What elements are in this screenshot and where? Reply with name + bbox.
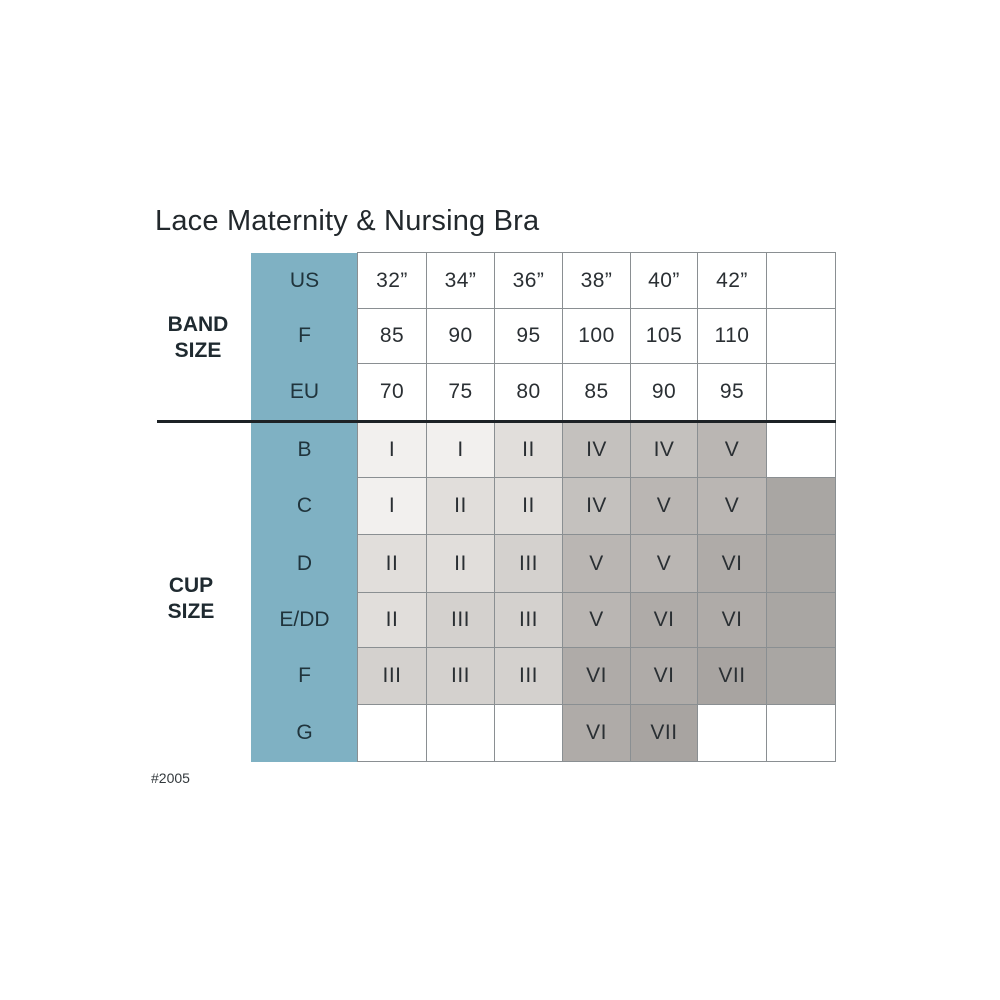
- cup-size-cell: [767, 422, 836, 478]
- cup-size-cell: [767, 705, 836, 762]
- cup-size-cell: IV: [563, 478, 631, 535]
- cup-size-cell: VI: [698, 593, 767, 648]
- cup-size-cell: [767, 478, 836, 535]
- cup-row-g-label: G: [251, 705, 358, 762]
- cup-size-cell: VI: [563, 705, 631, 762]
- band-size-cell: 105: [631, 309, 698, 364]
- band-size-cell: 80: [495, 364, 563, 421]
- cup-size-cell: III: [358, 648, 427, 705]
- cup-row-e-dd-label: E/DD: [251, 593, 358, 648]
- band-size-cell: 75: [427, 364, 495, 421]
- cup-size-cell: V: [631, 535, 698, 593]
- band-size-cell: [767, 309, 836, 364]
- cup-size-label: [141, 573, 241, 625]
- band-row-eu-label: EU: [251, 364, 358, 421]
- band-size-cell: 95: [495, 309, 563, 364]
- cup-size-cell: VII: [631, 705, 698, 762]
- band-size-label-line: SIZE: [174, 339, 222, 362]
- section-divider: [157, 420, 836, 423]
- band-row-us-label: US: [251, 253, 358, 309]
- cup-size-cell: I: [358, 478, 427, 535]
- cup-row-f-label: F: [251, 648, 358, 705]
- band-size-cell: [767, 364, 836, 421]
- page-title: Lace Maternity & Nursing Bra: [155, 205, 540, 237]
- cup-size-cell: VI: [631, 648, 698, 705]
- cup-size-cell: V: [698, 422, 767, 478]
- cup-size-cell: V: [563, 535, 631, 593]
- band-size-cell: 38”: [563, 253, 631, 309]
- band-size-label: [148, 312, 248, 364]
- cup-size-cell: VII: [698, 648, 767, 705]
- band-size-cell: 36”: [495, 253, 563, 309]
- cup-size-cell: VI: [631, 593, 698, 648]
- cup-size-cell: II: [495, 422, 563, 478]
- cup-size-cell: VI: [563, 648, 631, 705]
- cup-size-cell: V: [563, 593, 631, 648]
- band-size-cell: 70: [358, 364, 427, 421]
- cup-size-cell: [698, 705, 767, 762]
- cup-size-cell: V: [698, 478, 767, 535]
- cup-row-c-label: C: [251, 478, 358, 535]
- cup-size-cell: III: [427, 593, 495, 648]
- band-size-cell: [767, 253, 836, 309]
- cup-size-cell: III: [495, 593, 563, 648]
- cup-size-cell: [767, 648, 836, 705]
- style-number: #2005: [151, 770, 190, 786]
- band-size-cell: 34”: [427, 253, 495, 309]
- cup-size-cell: V: [631, 478, 698, 535]
- cup-size-cell: III: [495, 648, 563, 705]
- grid-left-border: [357, 252, 358, 762]
- cup-size-cell: II: [427, 478, 495, 535]
- band-size-cell: 90: [631, 364, 698, 421]
- band-size-cell: 100: [563, 309, 631, 364]
- cup-size-label-line: CUP: [168, 574, 214, 597]
- cup-row-b-label: B: [251, 422, 358, 478]
- band-size-cell: 110: [698, 309, 767, 364]
- band-size-cell: 85: [358, 309, 427, 364]
- cup-size-cell: I: [358, 422, 427, 478]
- cup-size-cell: IV: [631, 422, 698, 478]
- band-size-label-line: BAND: [167, 313, 229, 336]
- cup-size-cell: [767, 593, 836, 648]
- cup-size-cell: III: [427, 648, 495, 705]
- band-size-cell: 85: [563, 364, 631, 421]
- cup-size-cell: [495, 705, 563, 762]
- band-size-cell: 95: [698, 364, 767, 421]
- cup-size-label-line: SIZE: [167, 600, 215, 623]
- cup-size-cell: [427, 705, 495, 762]
- cup-size-cell: I: [427, 422, 495, 478]
- cup-size-cell: VI: [698, 535, 767, 593]
- cup-size-cell: III: [495, 535, 563, 593]
- band-size-cell: 40”: [631, 253, 698, 309]
- band-size-cell: 90: [427, 309, 495, 364]
- cup-size-cell: II: [358, 593, 427, 648]
- band-size-cell: 32”: [358, 253, 427, 309]
- band-size-cell: 42”: [698, 253, 767, 309]
- cup-size-cell: IV: [563, 422, 631, 478]
- band-row-f-label: F: [251, 309, 358, 364]
- cup-row-d-label: D: [251, 535, 358, 593]
- cup-size-cell: II: [427, 535, 495, 593]
- cup-size-cell: II: [358, 535, 427, 593]
- cup-size-cell: [767, 535, 836, 593]
- grid-top-border: [358, 252, 836, 253]
- cup-size-cell: [358, 705, 427, 762]
- cup-size-cell: II: [495, 478, 563, 535]
